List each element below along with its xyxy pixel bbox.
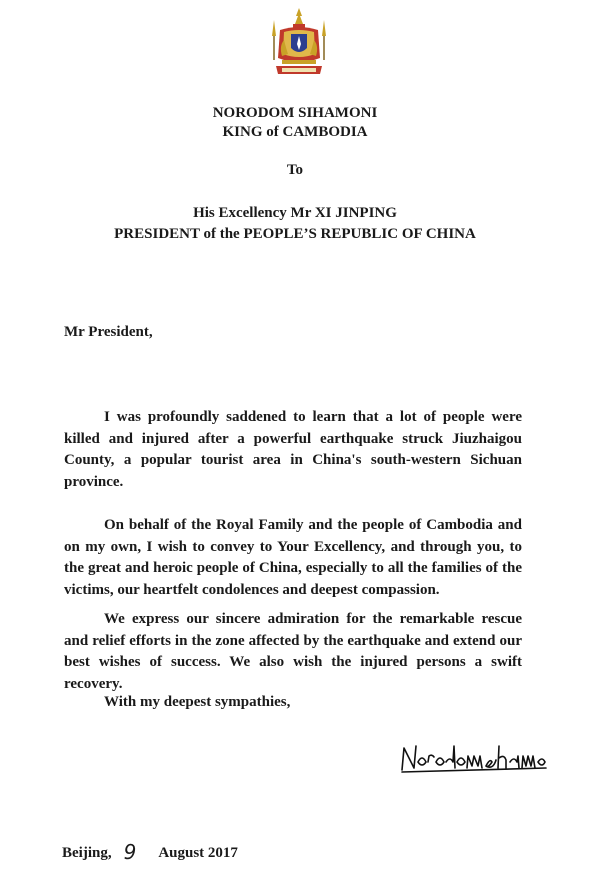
sender-block <box>0 104 590 142</box>
handwritten-signature <box>398 740 550 776</box>
recipient-line-1: His Excellency Mr XI JINPING <box>193 205 397 221</box>
recipient-line-2: PRESIDENT of the PEOPLE’S REPUBLIC OF CHINA <box>114 226 476 242</box>
royal-coat-of-arms-emblem <box>262 6 336 80</box>
date-day-handwritten: 9 <box>123 840 137 864</box>
body-paragraph-2: On behalf of the Royal Family and the people of Cambodia and on my own, I wish to convey to Your Excellency, and through you, to the great and heroic people of China, especially to all the families of the victims, our heartfelt condolences and deepest compassion. <box>64 517 522 598</box>
salutation: Mr President, <box>64 324 153 340</box>
body-paragraph-1: I was profoundly saddened to learn that a lot of people were killed and injured after a powerful earthquake struck Jiuzhaigou County, a popular tourist area in China's south-western Sichuan province. <box>64 409 522 490</box>
closing-line: With my deepest sympathies, <box>104 694 291 710</box>
sender-title: KING of CAMBODIA <box>222 124 368 140</box>
date-month-year: August 2017 <box>158 845 238 861</box>
to-label: To <box>286 162 304 178</box>
recipient-block <box>0 203 590 245</box>
sender-name: NORODOM SIHAMONI <box>212 105 378 121</box>
dateline <box>62 838 238 862</box>
date-place: Beijing, <box>62 845 112 861</box>
body-paragraph-3: We express our sincere admiration for the remarkable rescue and relief efforts in the zone affected by the earthquake and extend our best wishes of success. We also wish the injured persons a swift recovery. <box>64 611 522 692</box>
